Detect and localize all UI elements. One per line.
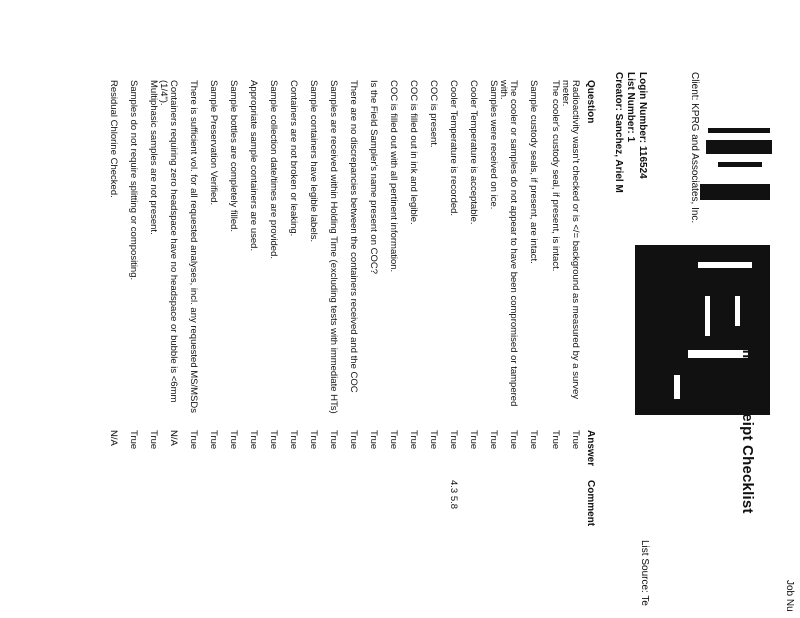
answer-cell: True xyxy=(368,430,379,450)
question-cell: Sample containers have legible labels. xyxy=(308,80,319,243)
question-cell: Is the Field Sampler's name present on COC? xyxy=(368,80,379,275)
question-cell: Samples were received on ice. xyxy=(488,80,499,210)
answer-cell: True xyxy=(408,430,419,450)
creator: Creator: Sanchez, Ariel M xyxy=(613,72,624,193)
table-row xyxy=(318,0,338,618)
table-row xyxy=(540,0,560,618)
answer-cell: True xyxy=(328,430,339,450)
table-row xyxy=(398,0,418,618)
table-row xyxy=(118,0,138,618)
answer-cell: True xyxy=(388,430,399,450)
question-cell: Multiphasic samples are not present. xyxy=(148,80,159,235)
table-row xyxy=(218,0,238,618)
table-row xyxy=(378,0,398,618)
answer-cell: True xyxy=(428,430,439,450)
question-cell: There are no discrepancies between the containers received and the COC xyxy=(348,80,359,393)
table-row xyxy=(478,0,498,618)
answer-cell: True xyxy=(528,430,539,450)
login-number: Login Number: 116524 xyxy=(637,72,648,179)
question-cell: Sample Preservation Verified. xyxy=(208,80,219,206)
answer-cell: True xyxy=(448,430,459,450)
table-row xyxy=(178,0,198,618)
question-cell: COC is filled out in ink and legible. xyxy=(408,80,419,225)
question-cell: The cooler's custody seal, if present, is intact. xyxy=(550,80,561,272)
table-row xyxy=(198,0,218,618)
answer-cell: True xyxy=(288,430,299,450)
question-cell: Samples do not require splitting or compositing. xyxy=(128,80,139,281)
list-number: List Number: 1 xyxy=(625,72,636,143)
answer-cell: True xyxy=(308,430,319,450)
list-source: List Source: Te xyxy=(639,540,650,606)
table-row xyxy=(358,0,378,618)
table-row xyxy=(278,0,298,618)
table-row xyxy=(498,0,518,618)
question-cell: COC is filled out with all pertinent information. xyxy=(388,80,399,273)
answer-cell: True xyxy=(488,430,499,450)
question-cell: Residual Chlorine Checked. xyxy=(108,80,119,198)
question-cell: Cooler Temperature is acceptable. xyxy=(468,80,479,225)
question-cell: Containers requiring zero headspace have no headspace or bubble is <6mm (1/4"). xyxy=(158,80,179,403)
table-row xyxy=(298,0,318,618)
question-cell: Cooler Temperature is recorded. xyxy=(448,80,459,217)
answer-cell: True xyxy=(128,430,139,450)
answer-cell: N/A xyxy=(108,430,119,446)
answer-cell: True xyxy=(208,430,219,450)
answer-cell: True xyxy=(148,430,159,450)
table-row xyxy=(560,0,580,618)
table-row xyxy=(518,0,538,618)
table-row xyxy=(158,0,178,618)
comment-cell: 4.3 5.8 xyxy=(448,480,459,510)
column-header-question: Question xyxy=(585,80,596,124)
client-name: Client: KPRG and Associates, Inc. xyxy=(689,72,700,224)
question-cell: There is sufficient vol. for all requested analyses, incl. any requested MS/MSDs xyxy=(188,80,199,414)
answer-cell: True xyxy=(550,430,561,450)
answer-cell: N/A xyxy=(168,430,179,446)
table-row xyxy=(138,0,158,618)
question-cell: Samples are received within Holding Time (excluding tests with immediate HTs) xyxy=(328,80,339,414)
answer-cell: True xyxy=(570,430,581,450)
question-cell: Sample bottles are completely filled. xyxy=(228,80,239,233)
page-title: Login Sample Receipt Checklist xyxy=(739,280,756,514)
question-cell: COC is present. xyxy=(428,80,439,148)
question-cell: Radioactivity wasn't checked or is </= background as measured by a survey meter. xyxy=(560,80,581,400)
question-cell: Sample collection date/times are provided. xyxy=(268,80,279,260)
question-cell: Containers are not broken or leaking. xyxy=(288,80,299,237)
question-cell: The cooler or samples do not appear to have been compromised or tampered with. xyxy=(498,80,519,407)
answer-cell: True xyxy=(268,430,279,450)
question-cell: Sample custody seals, if present, are intact. xyxy=(528,80,539,264)
table-row xyxy=(458,0,478,618)
table-row xyxy=(238,0,258,618)
table-row xyxy=(438,0,458,618)
table-row xyxy=(258,0,278,618)
answer-cell: True xyxy=(248,430,259,450)
column-header-comment: Comment xyxy=(585,480,596,527)
table-row xyxy=(338,0,358,618)
answer-cell: True xyxy=(508,430,519,450)
answer-cell: True xyxy=(188,430,199,450)
job-number: Job Nu xyxy=(784,580,795,612)
answer-cell: True xyxy=(348,430,359,450)
table-row xyxy=(98,0,118,618)
answer-cell: True xyxy=(228,430,239,450)
column-header-answer: Answer xyxy=(585,430,596,467)
question-cell: Appropriate sample containers are used. xyxy=(248,80,259,252)
answer-cell: True xyxy=(468,430,479,450)
table-row xyxy=(418,0,438,618)
